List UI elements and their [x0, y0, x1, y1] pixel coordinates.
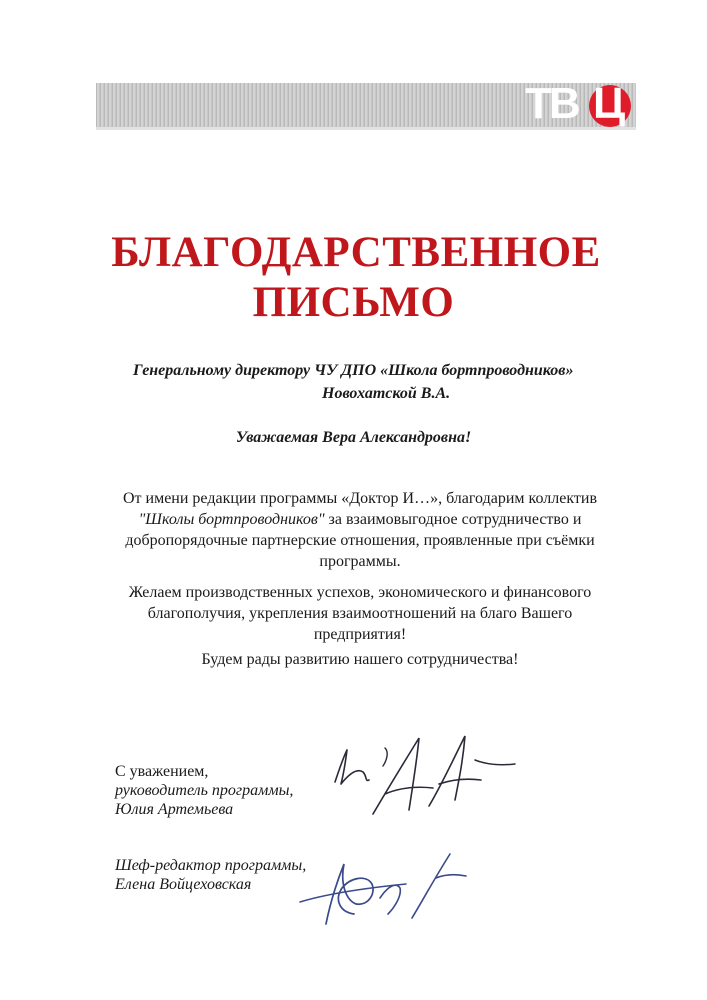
addressee-position: Генеральному директору ЧУ ДПО «Школа бортпроводников»	[133, 362, 574, 379]
tvc-logo	[525, 76, 635, 132]
greeting: Уважаемая Вера Александровна!	[235, 429, 472, 446]
signer-2-role: Шеф-редактор программы,	[115, 857, 307, 874]
signer-1-role: руководитель программы,	[115, 782, 294, 799]
document-title-line1: БЛАГОДАРСТВЕННОЕ	[111, 229, 601, 276]
logo-text-main: ТВ	[525, 79, 578, 128]
closing: С уважением,	[115, 763, 209, 780]
body-paragraph-2: Желаем производственных успехов, экономического и финансового благополучия, укрепления взаимоотношений на благо Вашего предприятия!	[128, 584, 592, 643]
document-title-line2: ПИСЬМО	[252, 279, 455, 326]
body-paragraph-1	[100, 488, 620, 572]
signer-1-name: Юлия Артемьева	[115, 801, 234, 818]
signature-block-1	[115, 762, 293, 819]
p1-start: От имени редакции программы «Доктор И…», благодарим коллектив	[122, 490, 598, 507]
addressee-name: Новохатской В.А.	[322, 385, 451, 402]
handwritten-signature-2	[296, 848, 476, 928]
handwritten-signature-1	[325, 730, 525, 820]
signer-2-name: Елена Войцеховская	[115, 876, 252, 893]
p1-end: за взаимовыгодное сотрудничество и добропорядочные партнерские отношения, проявленные при съёмки программы.	[125, 511, 595, 570]
signature-block-2	[115, 856, 306, 894]
logo-text-accent: Ц	[593, 79, 626, 128]
p1-italic-org: "Школы бортпроводников"	[138, 511, 325, 528]
body-paragraph-3: Будем рады развитию нашего сотрудничества!	[201, 651, 519, 668]
